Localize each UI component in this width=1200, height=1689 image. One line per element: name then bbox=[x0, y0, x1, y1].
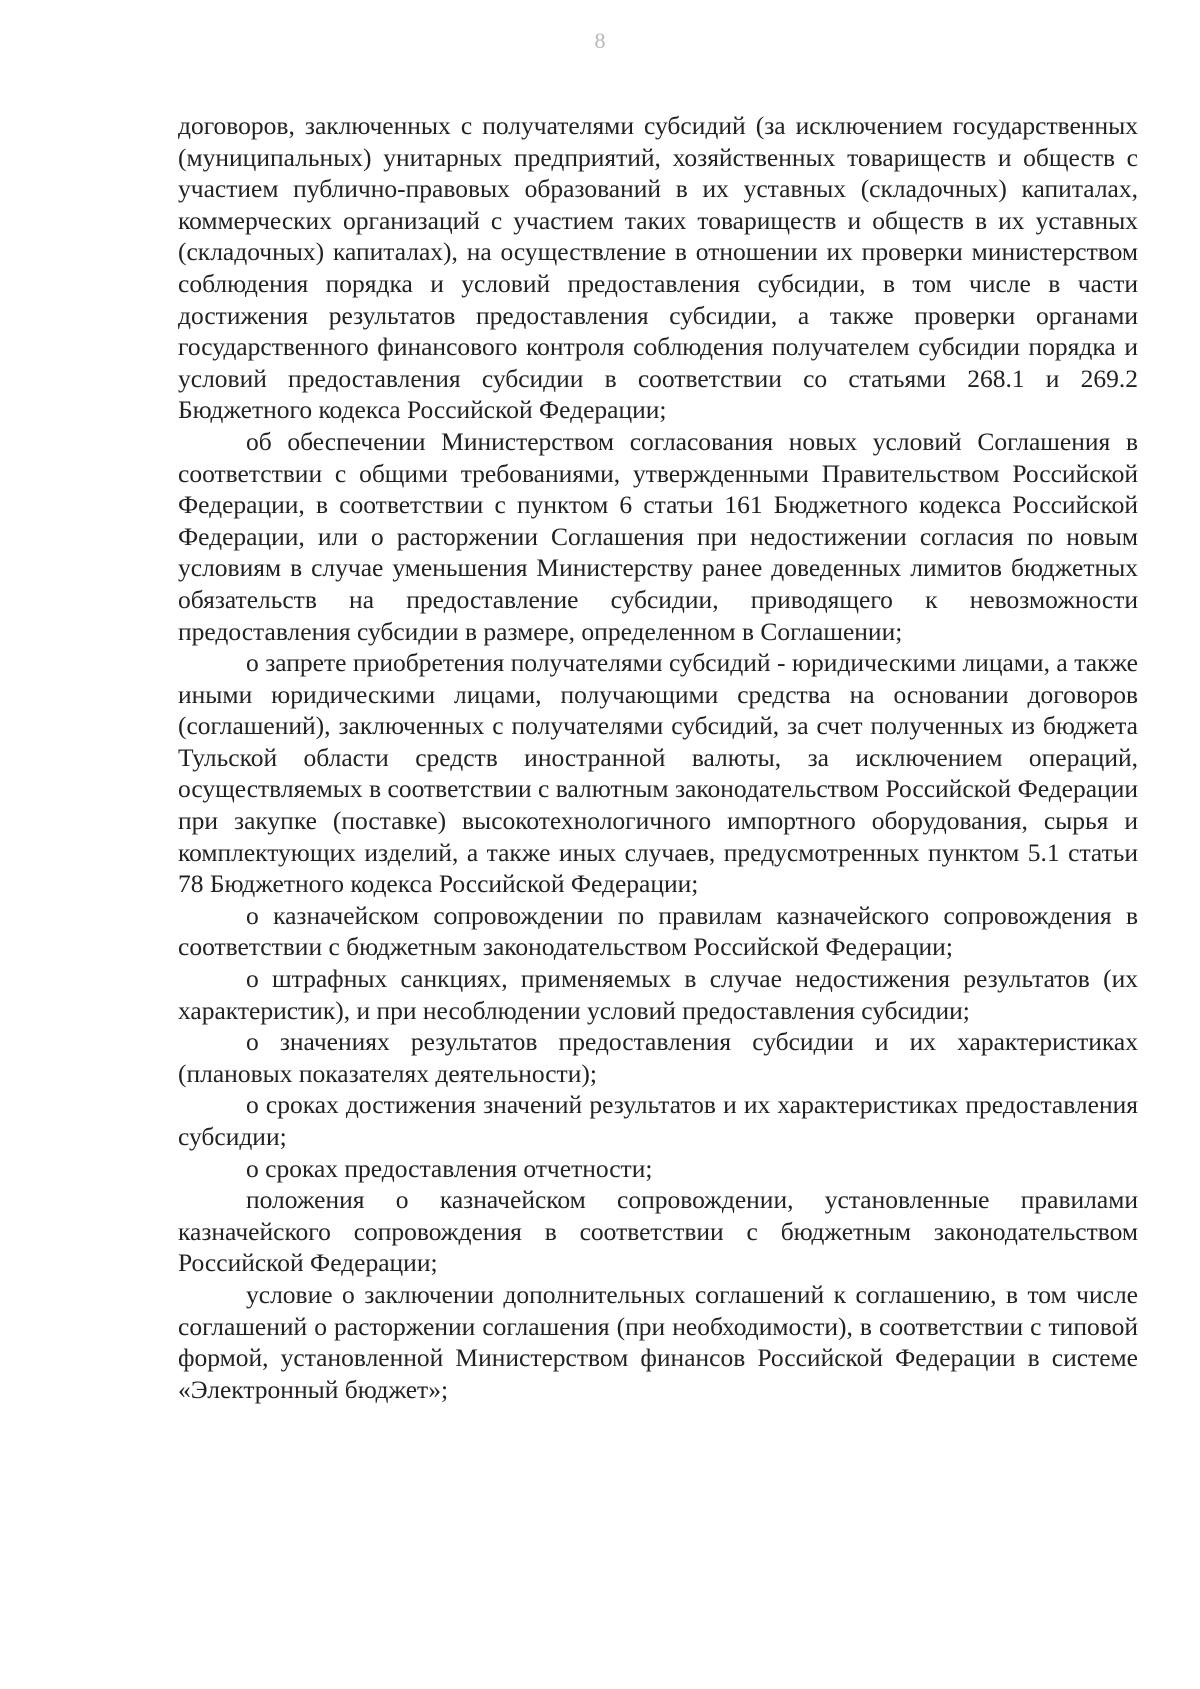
page-number: 8 bbox=[594, 28, 606, 53]
document-body bbox=[178, 110, 1138, 1405]
paragraph-foreign-currency-ban: о запрете приобретения получателями субсидий - юридическими лицами, а также иными юридическими лицами, получающими средства на основании договоров (соглашений), заключенных с получателями субсидий, за счет полученных из бюджета Тульской области средств иностранной валюты, за исключением операций, осуществляемых в соответствии с валютным законодательством Российской Федерации при закупке (поставке) высокотехнологичного импортного оборудования, сырья и комплектующих изделий, а также иных случаев, предусмотренных пунктом 5.1 статьи 78 Бюджетного кодекса Российской Федерации; bbox=[178, 648, 1138, 899]
paragraph-achievement-deadlines: о сроках достижения значений результатов и их характеристиках предоставления субсидии; bbox=[178, 1090, 1138, 1151]
paragraph-inspection-consent: договоров, заключенных с получателями субсидий (за исключением государственных (муниципальных) унитарных предприятий, хозяйственных товариществ и обществ с участием публично-правовых образований в их уставных (складочных) капиталах, коммерческих организаций с участием таких товариществ и обществ в их уставных (складочных) капиталах), на осуществление в отношении их проверки министерством соблюдения порядка и условий предоставления субсидии, в том числе в части достижения результатов предоставления субсидии, а также проверки органами государственного финансового контроля соблюдения получателем субсидии порядка и условий предоставления субсидии в соответствии со статьями 268.1 и 269.2 Бюджетного кодекса Российской Федерации; bbox=[178, 111, 1138, 425]
paragraph-result-values: о значениях результатов предоставления субсидии и их характеристиках (плановых показателях деятельности); bbox=[178, 1027, 1138, 1088]
paragraph-reporting-deadlines: о сроках предоставления отчетности; bbox=[246, 1153, 653, 1183]
paragraph-new-conditions: об обеспечении Министерством согласования новых условий Соглашения в соответствии с общими требованиями, утвержденными Правительством Российской Федерации, в соответствии с пунктом 6 статьи 161 Бюджетного кодекса Российской Федерации, или о расторжении Соглашения при недостижении согласия по новым условиям в случае уменьшения Министерству ранее доведенных лимитов бюджетных обязательств на предоставление субсидии, приводящего к невозможности предоставления субсидии в размере, определенном в Соглашении; bbox=[178, 426, 1138, 646]
paragraph-penalties: о штрафных санкциях, применяемых в случае недостижения результатов (их характеристик), и при несоблюдении условий предоставления субсидии; bbox=[178, 964, 1138, 1025]
paragraph-treasury-provisions: положения о казначейском сопровождении, установленные правилами казначейского сопровождения в соответствии с бюджетным законодательством Российской Федерации; bbox=[178, 1185, 1138, 1278]
paragraph-treasury-support: о казначейском сопровождении по правилам казначейского сопровождения в соответствии с бюджетным законодательством Российской Федерации; bbox=[178, 900, 1138, 962]
paragraph-additional-agreements: условие о заключении дополнительных соглашений к соглашению, в том числе соглашений о расторжении соглашения (при необходимости), в соответствии с типовой формой, установленной Министерством финансов Российской Федерации в системе «Электронный бюджет»; bbox=[178, 1279, 1138, 1404]
